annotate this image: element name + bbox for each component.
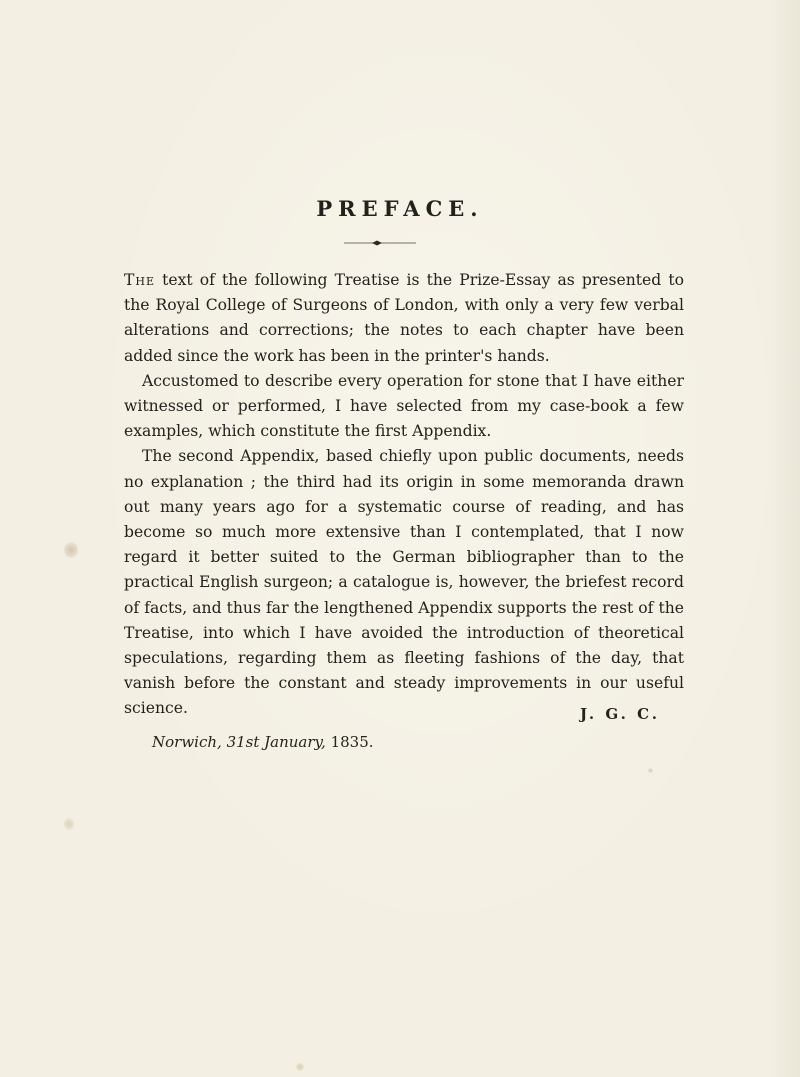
place-name: Norwich, [152,733,222,751]
paragraph-1-text: text of the following Treatise is the Prize-Essay as presented to the Royal College of Surgeons of London, with only a very few verbal alterations and corrections; the notes to each chapter have been added since the work has been in the printer's hands. [124,271,684,365]
date-year: 1835. [330,733,374,751]
lead-word: The [124,271,156,289]
foxing-spot [648,768,653,773]
foxing-spot [64,818,74,830]
paragraph-2: Accustomed to describe every operation for stone that I have either witnessed or performed, I have selected from my case-book a few examples, which constitute the first Appendix. [124,371,684,441]
page-title: PREFACE. [316,196,484,221]
paragraph-3: The second Appendix, based chiefly upon public documents, needs no explanation ; the third had its origin in some memoranda drawn out many years ago for a systematic course of reading, and has become so much more extensive than I contemplated, that I now regard it better suited to the German bibliographer than to the practical English surgeon; a catalogue is, however, the briefest record of facts, and thus far the lengthened Appendix supports the rest of the Treatise, into which I have avoided the introduction of theoretical speculations, regarding them as fleeting fashions of the day, that vanish before the constant and steady improvements in our useful science. [124,447,684,718]
foxing-spot [64,542,78,558]
ornament-rule-icon [344,239,416,247]
author-initials: J. G. C. [580,705,660,723]
preface-body [124,268,684,722]
page-edge-shadow [770,0,800,1077]
foxing-spot [296,1063,304,1071]
paragraph-1 [124,268,684,369]
dateline [152,733,374,751]
date-day-month: 31st January, [226,733,326,751]
